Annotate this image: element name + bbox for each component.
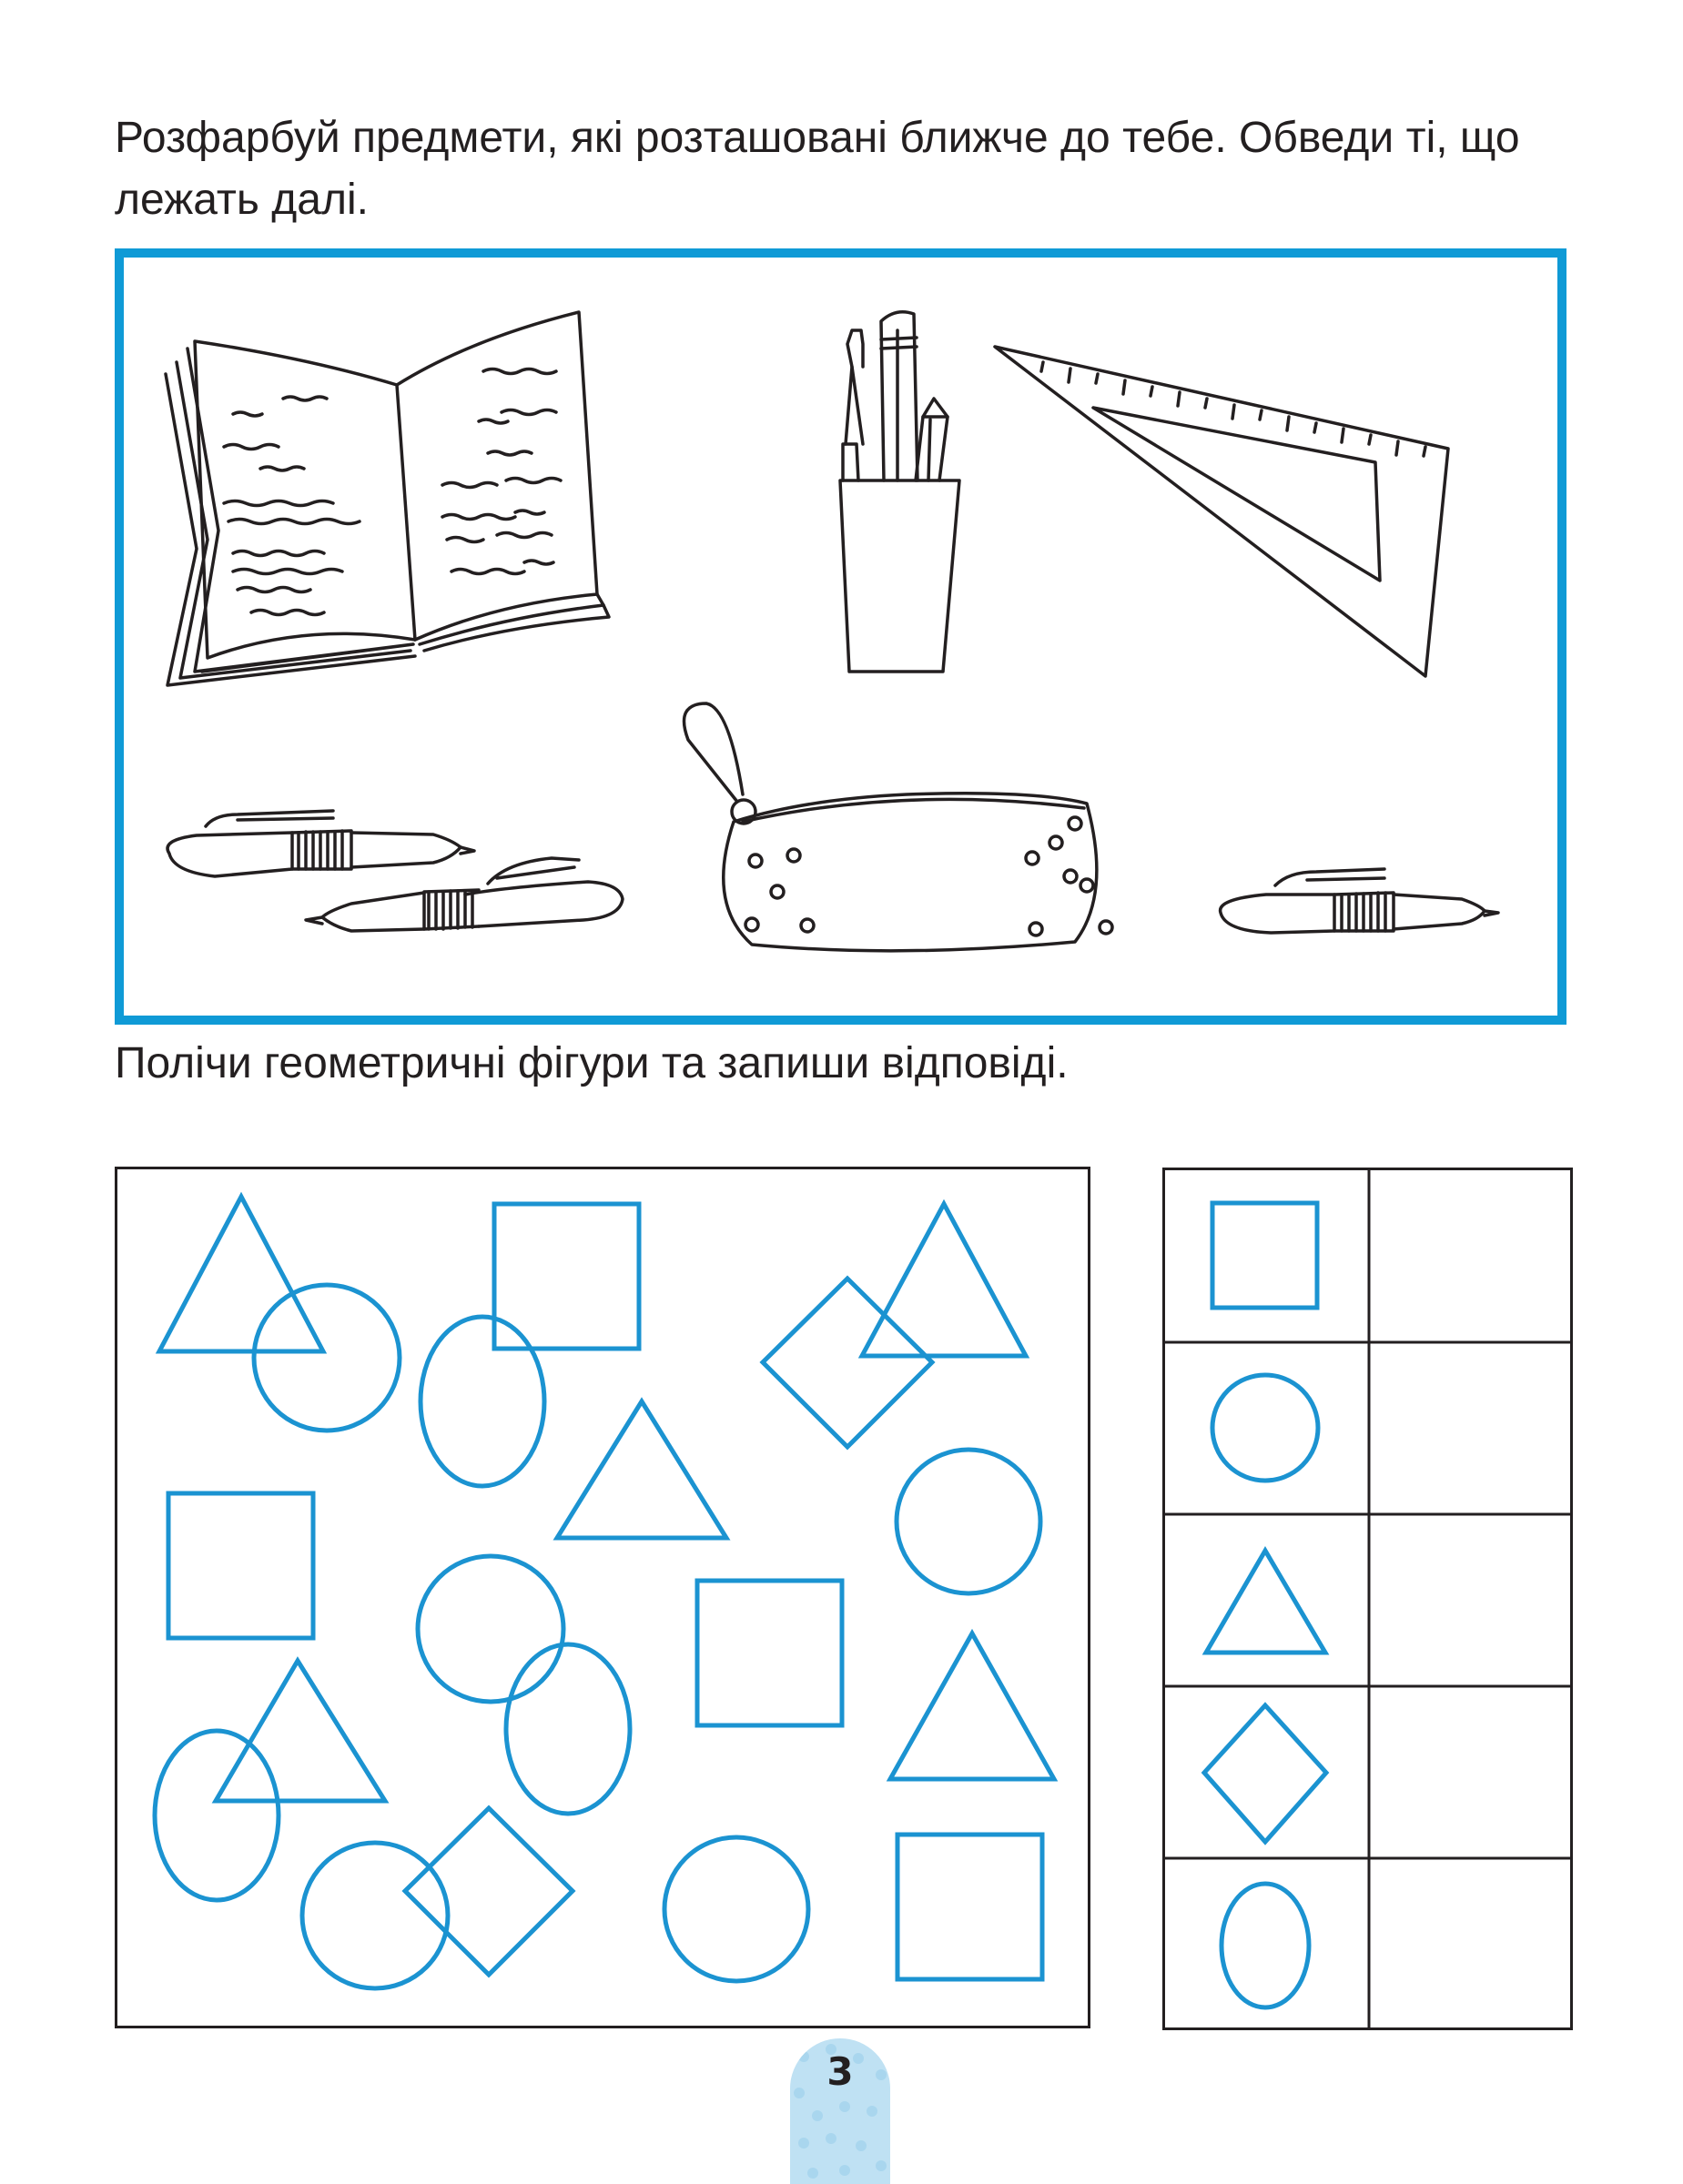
answer-row-rhombus [1165, 1686, 1570, 1858]
shape-square [168, 1493, 313, 1638]
answer-cell-ellipse[interactable] [1369, 1858, 1570, 2030]
marker-pen-icon [167, 811, 474, 876]
shape-rhombus [405, 1808, 573, 1975]
illustration-frame [115, 248, 1566, 1025]
answer-cell-rhombus[interactable] [1369, 1686, 1570, 1858]
shape-triangle [216, 1661, 385, 1801]
shapes-counting-box [115, 1167, 1090, 2028]
shape-circle [897, 1450, 1040, 1593]
shape-triangle [890, 1633, 1054, 1779]
instruction-task-2: Полічи геометричні фігури та запиши відповіді. [115, 1039, 1069, 1087]
answer-cell-circle[interactable] [1369, 1342, 1570, 1514]
answer-cell-square[interactable] [1369, 1170, 1570, 1342]
answer-row-ellipse [1165, 1858, 1570, 2030]
pencil-cup-icon [840, 312, 959, 672]
shape-square [697, 1581, 842, 1725]
open-book-icon [166, 312, 609, 685]
shape-triangle [557, 1401, 726, 1538]
shape-circle [254, 1285, 400, 1431]
answer-row-triangle [1165, 1514, 1570, 1686]
marker-pen-icon [306, 858, 623, 931]
answer-row-square [1165, 1170, 1570, 1342]
page-number-tab [790, 2038, 890, 2184]
shape-ellipse [155, 1731, 279, 1900]
shape-ellipse [506, 1644, 630, 1814]
shape-circle [302, 1843, 448, 1988]
answer-table [1162, 1168, 1573, 2030]
shape-square [494, 1204, 639, 1349]
shape-circle [664, 1837, 808, 1981]
answer-cell-triangle[interactable] [1369, 1514, 1570, 1686]
set-square-icon [995, 347, 1448, 676]
school-supplies-illustration [124, 258, 1557, 1016]
shape-square [897, 1835, 1042, 1979]
answer-row-circle [1165, 1342, 1570, 1514]
shape-triangle [159, 1197, 323, 1351]
page-number: 3 [826, 2049, 854, 2094]
shape-triangle [862, 1204, 1026, 1356]
shape-circle [418, 1556, 563, 1702]
instruction-task-1: Розфарбуй предмети, які розташовані ближче до тебе. Обведи ті, що лежать далі. [115, 114, 1520, 224]
pencil-case-icon [684, 703, 1113, 951]
shape-ellipse [421, 1317, 544, 1486]
shape-rhombus [763, 1279, 932, 1447]
marker-pen-icon [1221, 869, 1498, 933]
